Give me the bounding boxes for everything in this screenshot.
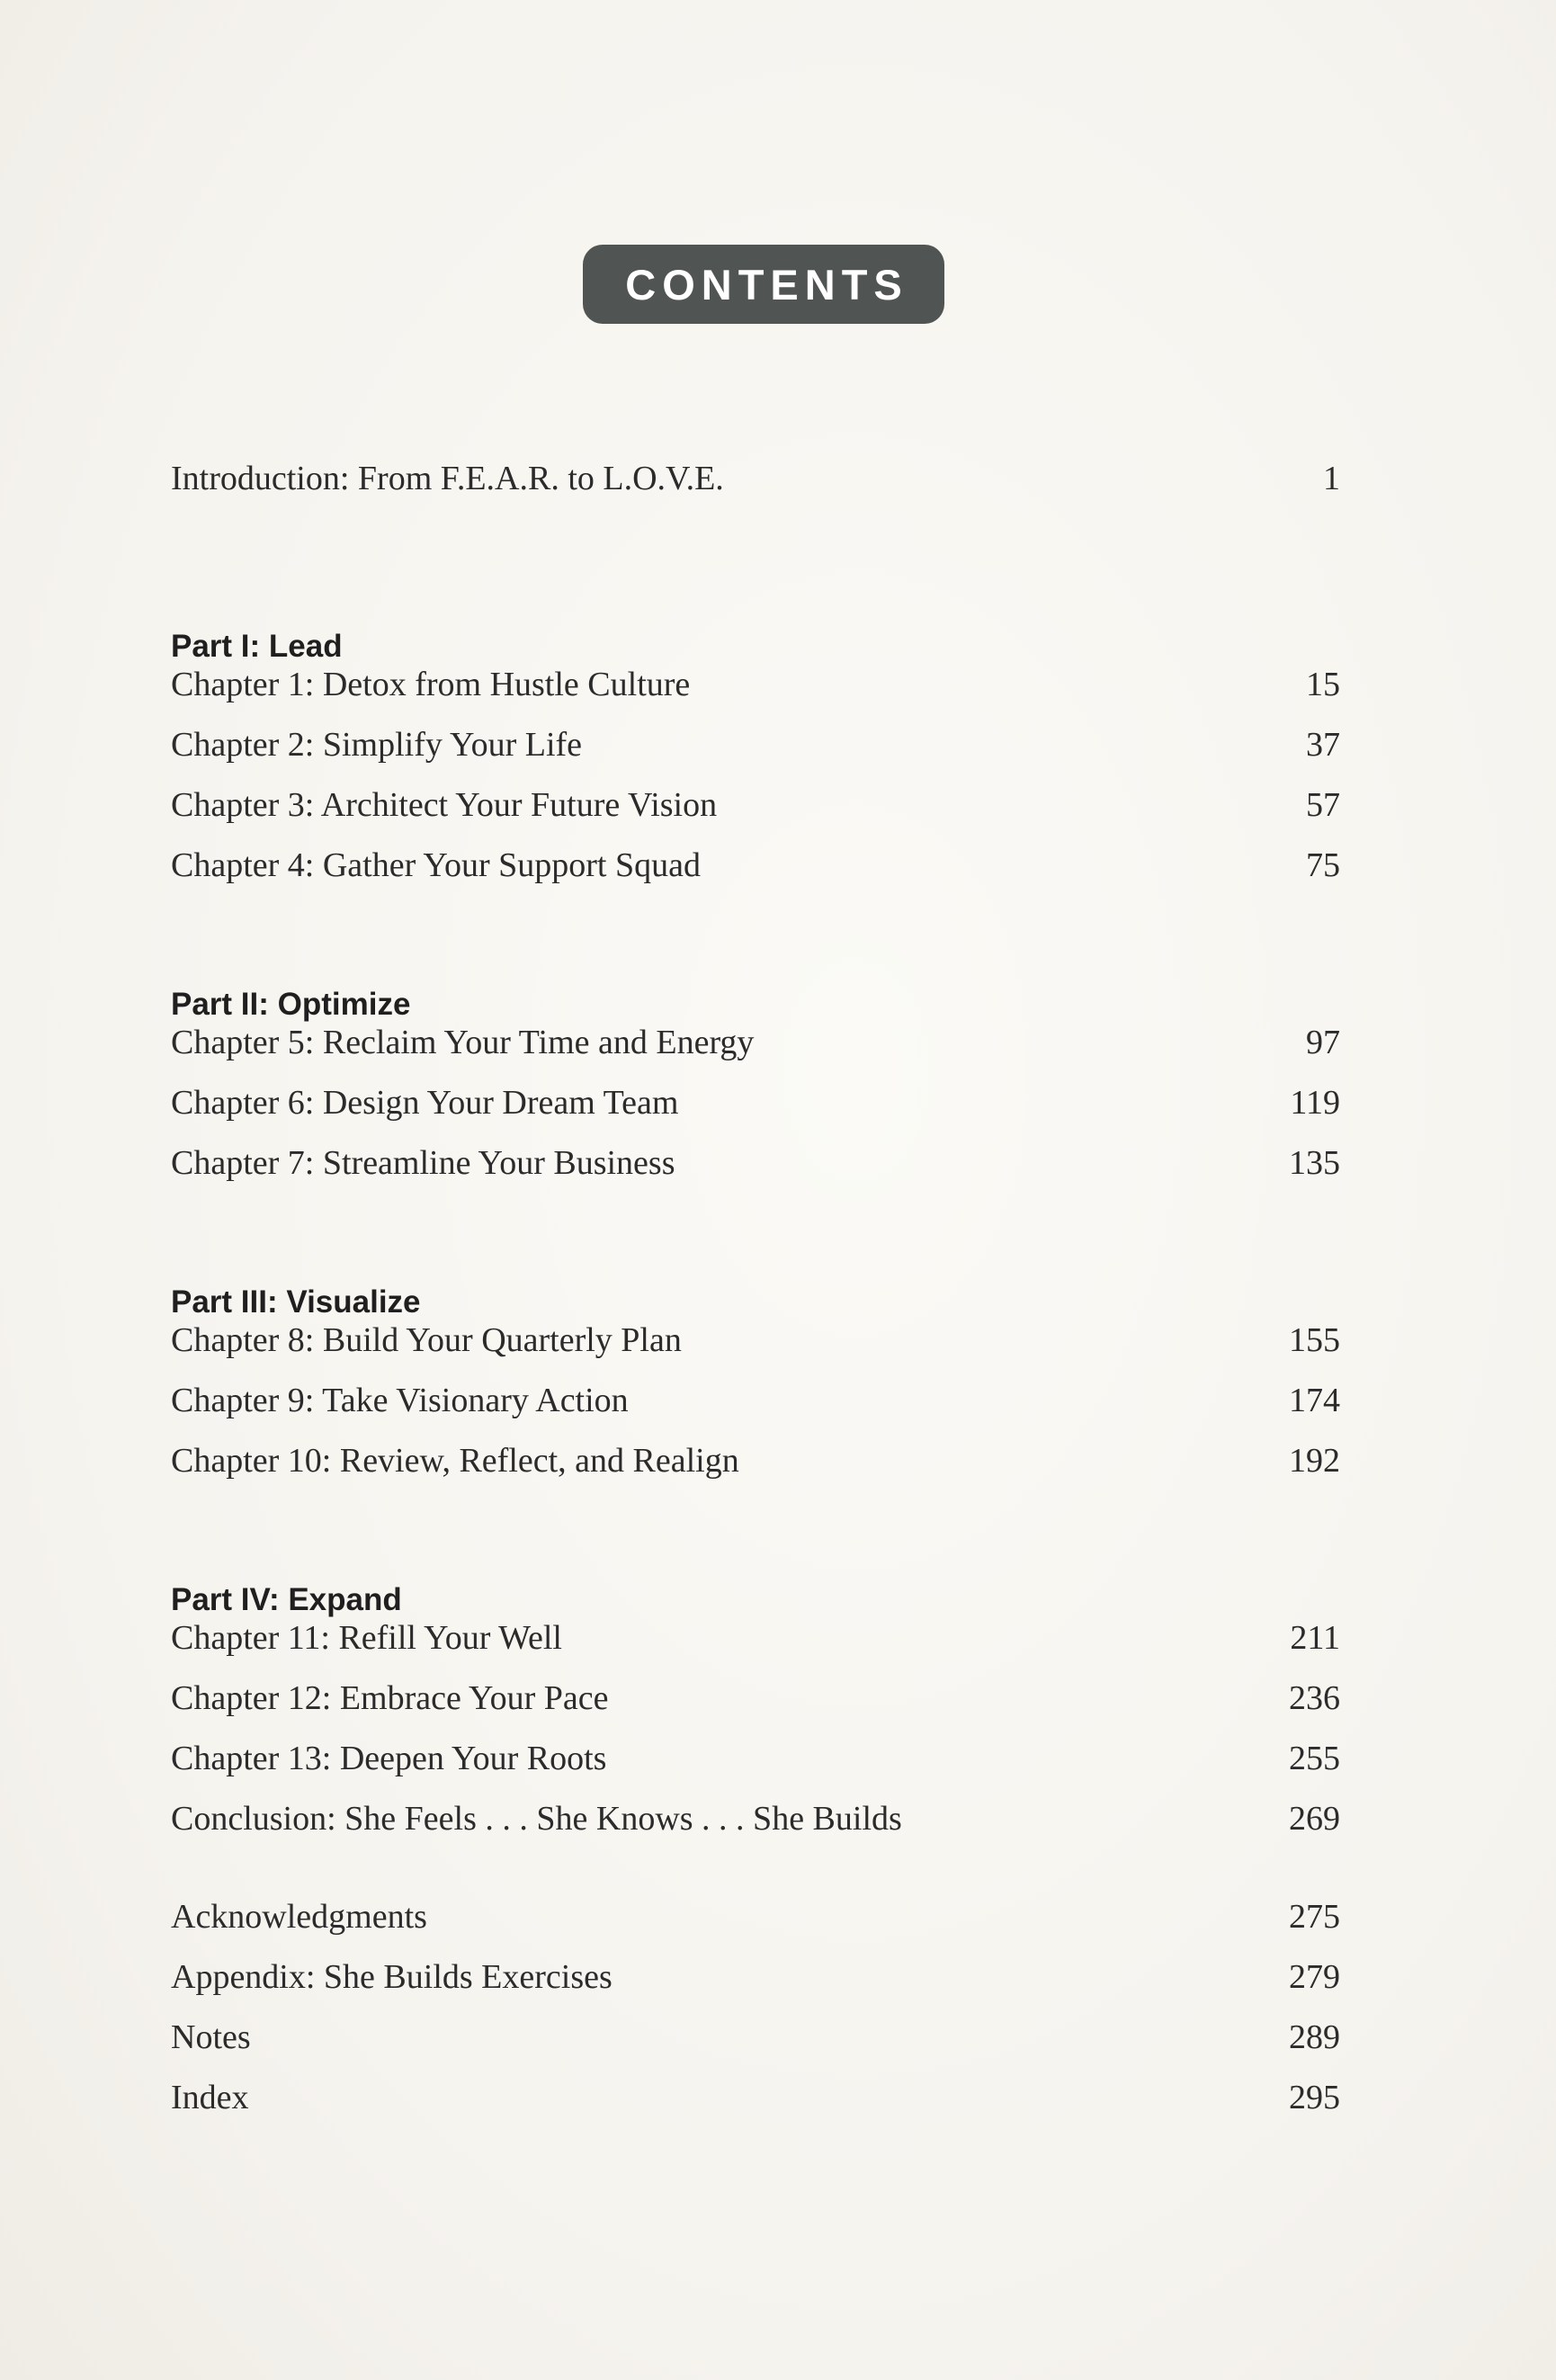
entry-label: Chapter 8: Build Your Quarterly Plan bbox=[171, 1321, 682, 1359]
entry-page-number: 236 bbox=[1289, 1679, 1340, 1717]
entry-label: Chapter 13: Deepen Your Roots bbox=[171, 1740, 607, 1777]
entry-page-number: 75 bbox=[1306, 846, 1340, 884]
part-heading: Part II: Optimize bbox=[171, 987, 411, 1022]
toc-entry bbox=[171, 1678, 1340, 1739]
part-heading: Part IV: Expand bbox=[171, 1582, 402, 1617]
entry-page-number: 269 bbox=[1289, 1800, 1340, 1838]
entry-label: Chapter 10: Review, Reflect, and Realign bbox=[171, 1442, 739, 1480]
entry-label: Chapter 11: Refill Your Well bbox=[171, 1619, 562, 1657]
entry-label: Acknowledgments bbox=[171, 1898, 427, 1936]
entry-page-number: 289 bbox=[1289, 2018, 1340, 2056]
entry-page-number: 174 bbox=[1289, 1382, 1340, 1419]
entry-page-number: 97 bbox=[1306, 1024, 1340, 1061]
toc-entry-back-matter bbox=[171, 1957, 1340, 2018]
entry-page-number: 37 bbox=[1306, 726, 1340, 764]
toc-entry bbox=[171, 785, 1340, 846]
entry-page-number: 279 bbox=[1289, 1958, 1340, 1996]
part-heading: Part I: Lead bbox=[171, 629, 343, 664]
toc-entry bbox=[171, 1618, 1340, 1678]
entry-label: Chapter 9: Take Visionary Action bbox=[171, 1382, 629, 1419]
entry-page-number: 15 bbox=[1306, 666, 1340, 703]
toc-entry-introduction bbox=[171, 459, 1340, 519]
entry-page-number: 255 bbox=[1289, 1740, 1340, 1777]
entry-label: Appendix: She Builds Exercises bbox=[171, 1958, 613, 1996]
entry-label: Index bbox=[171, 2079, 249, 2116]
entry-label: Chapter 12: Embrace Your Pace bbox=[171, 1679, 609, 1717]
toc-entry bbox=[171, 1320, 1340, 1381]
toc-entry bbox=[171, 1023, 1340, 1083]
entry-label: Chapter 5: Reclaim Your Time and Energy bbox=[171, 1024, 755, 1061]
entry-page-number: 295 bbox=[1289, 2079, 1340, 2116]
entry-page-number: 211 bbox=[1290, 1619, 1340, 1657]
part-heading: Part III: Visualize bbox=[171, 1284, 421, 1320]
toc-entry bbox=[171, 1143, 1340, 1203]
entry-label: Chapter 1: Detox from Hustle Culture bbox=[171, 666, 691, 703]
entry-page-number: 1 bbox=[1323, 460, 1340, 497]
page-title: CONTENTS bbox=[625, 260, 908, 309]
toc-entry bbox=[171, 725, 1340, 785]
entry-page-number: 57 bbox=[1306, 786, 1340, 824]
entry-label: Chapter 2: Simplify Your Life bbox=[171, 726, 583, 764]
toc-entry bbox=[171, 1441, 1340, 1501]
entry-label: Conclusion: She Feels . . . She Knows . . . She Builds bbox=[171, 1800, 902, 1838]
table-of-contents bbox=[171, 459, 1340, 2138]
toc-entry bbox=[171, 846, 1340, 906]
entry-label: Chapter 3: Architect Your Future Vision bbox=[171, 786, 718, 824]
entry-page-number: 119 bbox=[1290, 1084, 1340, 1122]
toc-entry-conclusion bbox=[171, 1799, 1340, 1859]
entry-label: Introduction: From F.E.A.R. to L.O.V.E. bbox=[171, 460, 724, 497]
toc-entry bbox=[171, 1083, 1340, 1143]
contents-title-badge bbox=[583, 245, 944, 324]
entry-label: Chapter 6: Design Your Dream Team bbox=[171, 1084, 679, 1122]
entry-page-number: 135 bbox=[1289, 1144, 1340, 1182]
toc-entry-back-matter bbox=[171, 2078, 1340, 2138]
entry-page-number: 192 bbox=[1289, 1442, 1340, 1480]
toc-entry bbox=[171, 1739, 1340, 1799]
toc-entry bbox=[171, 1381, 1340, 1441]
entry-label: Chapter 7: Streamline Your Business bbox=[171, 1144, 675, 1182]
entry-page-number: 155 bbox=[1289, 1321, 1340, 1359]
toc-entry-back-matter bbox=[171, 1897, 1340, 1957]
toc-entry-back-matter bbox=[171, 2018, 1340, 2078]
entry-page-number: 275 bbox=[1289, 1898, 1340, 1936]
toc-entry bbox=[171, 665, 1340, 725]
entry-label: Chapter 4: Gather Your Support Squad bbox=[171, 846, 701, 884]
entry-label: Notes bbox=[171, 2018, 251, 2056]
